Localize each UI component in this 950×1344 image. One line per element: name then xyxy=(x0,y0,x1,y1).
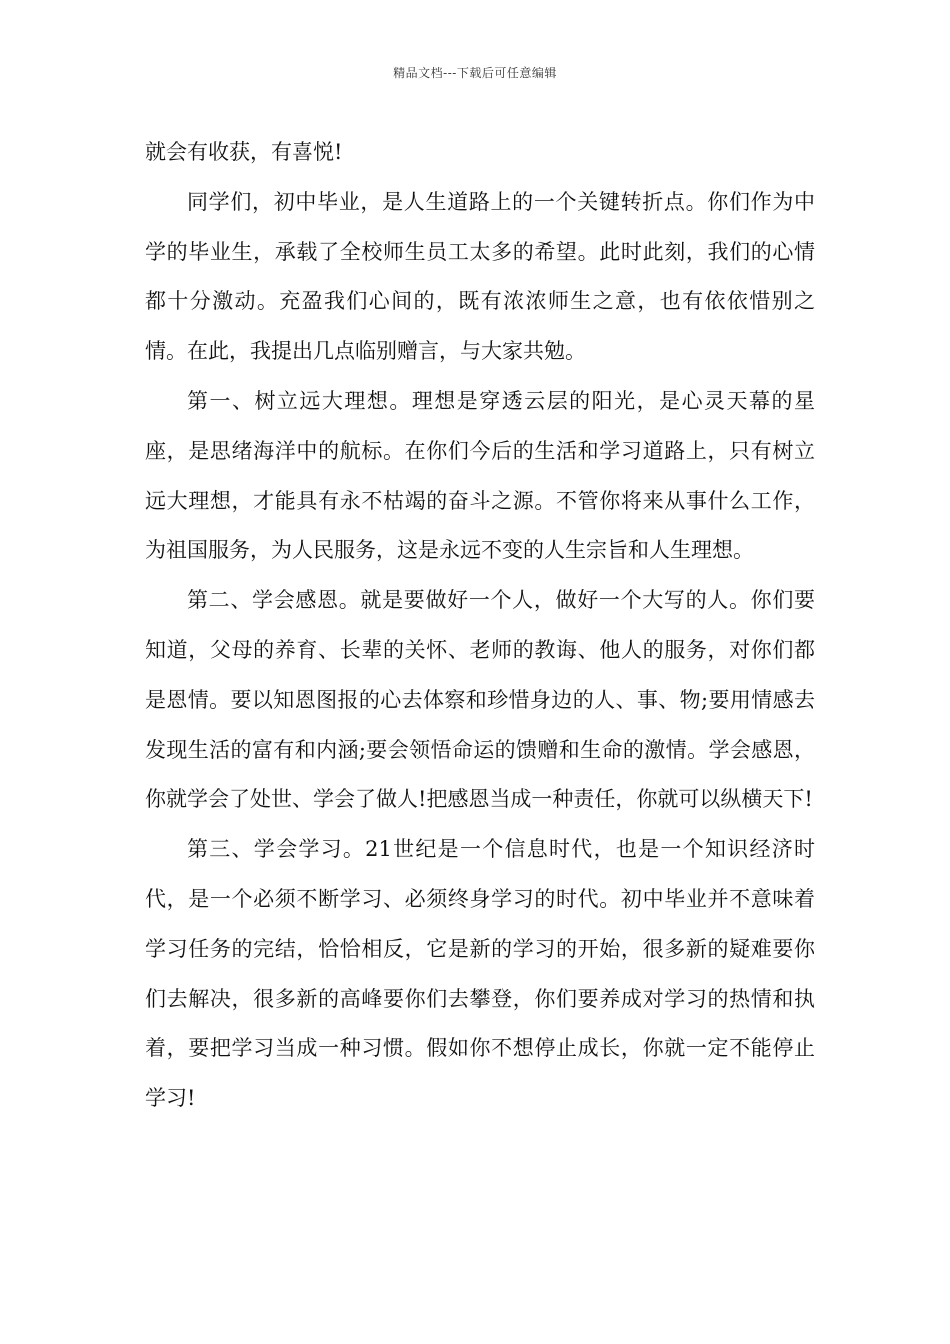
body-text xyxy=(145,128,815,1124)
page-header: 精品文档---下载后可任意编辑 xyxy=(393,66,557,80)
paragraph-continuation: 就会有收获，有喜悦! xyxy=(145,140,343,164)
paragraph-point-two: 第二、学会感恩。就是要做好一个人，做好一个大写的人。你们要知道，父母的养育、长辈的关怀、老师的教诲、他人的服务，对你们都是恩情。要以知恩图报的心去体察和珍惜身边的人、事、物;要用情感去发现生活的富有和内涵;要会领悟命运的馈赠和生命的激情。学会感恩，你就学会了处世、学会了做人!把感恩当成一种责任，你就可以纵横天下! xyxy=(145,588,815,812)
paragraph-intro: 同学们，初中毕业，是人生道路上的一个关键转折点。你们作为中学的毕业生，承载了全校师生员工太多的希望。此时此刻，我们的心情都十分激动。充盈我们心间的，既有浓浓师生之意，也有依依惜别之情。在此，我提出几点临别赠言，与大家共勉。 xyxy=(145,189,815,364)
paragraph-point-one: 第一、树立远大理想。理想是穿透云层的阳光，是心灵天幕的星座，是思绪海洋中的航标。在你们今后的生活和学习道路上，只有树立远大理想，才能具有永不枯竭的奋斗之源。不管你将来从事什么工作，为祖国服务，为人民服务，这是永远不变的人生宗旨和人生理想。 xyxy=(145,388,815,563)
paragraph-point-three: 第三、学会学习。21世纪是一个信息时代，也是一个知识经济时代，是一个必须不断学习、必须终身学习的时代。初中毕业并不意味着学习任务的完结，恰恰相反，它是新的学习的开始，很多新的疑难要你们去解决，很多新的高峰要你们去攀登，你们要养成对学习的热情和执着，要把学习当成一种习惯。假如你不想停止成长，你就一定不能停止学习! xyxy=(145,837,815,1111)
